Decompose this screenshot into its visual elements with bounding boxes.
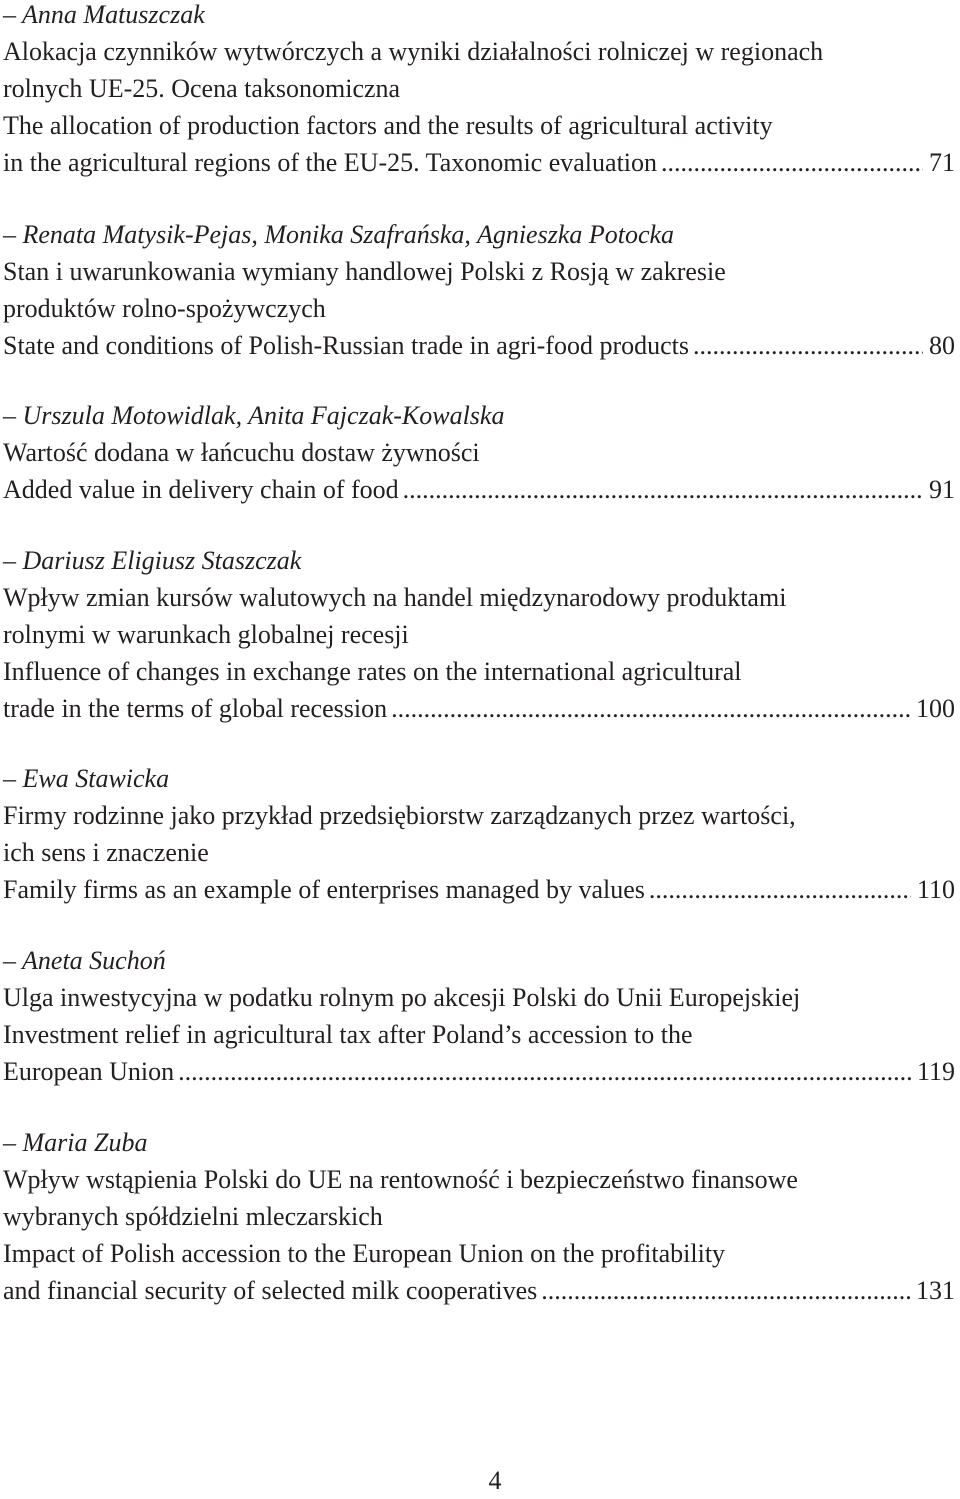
entry-title-line: Stan i uwarunkowania wymiany handlowej Polski z Rosją w zakresie xyxy=(3,257,726,286)
entry-title-line: Wartość dodana w łańcuchu dostaw żywności xyxy=(3,438,480,467)
dot-leader xyxy=(649,871,911,908)
toc-entry xyxy=(3,760,955,908)
entry-page-number: 80 xyxy=(929,331,955,360)
entry-title-line: Wpływ zmian kursów walutowych na handel międzynarodowy produktami xyxy=(3,583,787,612)
entry-author: – Ewa Stawicka xyxy=(3,764,170,793)
entry-title-last-line xyxy=(3,690,955,727)
entry-page-number: 91 xyxy=(929,475,955,504)
entry-page-number: 100 xyxy=(916,694,955,723)
entry-title-line: wybranych spółdzielni mleczarskich xyxy=(3,1202,383,1231)
entry-author: – Renata Matysik-Pejas, Monika Szafrańska, Agnieszka Potocka xyxy=(3,220,675,249)
entry-title-last-line xyxy=(3,871,955,908)
entry-title-text: European Union xyxy=(3,1057,175,1086)
toc-entry xyxy=(3,0,955,181)
dot-leader xyxy=(693,327,923,364)
entry-page-number: 110 xyxy=(916,875,955,904)
entry-title-text: trade in the terms of global recession xyxy=(3,694,388,723)
entry-title-last-line xyxy=(3,327,955,364)
entry-title-line: ich sens i znaczenie xyxy=(3,838,209,867)
entry-title-line: Impact of Polish accession to the European Union on the profitability xyxy=(3,1239,726,1268)
page-footer-number: 4 xyxy=(488,1466,502,1495)
entry-title-line: produktów rolno-spożywczych xyxy=(3,294,326,323)
entry-author: – Dariusz Eligiusz Staszczak xyxy=(3,546,302,575)
entry-page-number: 131 xyxy=(916,1276,955,1305)
dot-leader xyxy=(403,471,923,508)
dot-leader xyxy=(661,144,923,181)
entry-title-last-line xyxy=(3,144,955,181)
entry-title-line: Alokacja czynników wytwórczych a wyniki działalności rolniczej w regionach xyxy=(3,37,824,66)
entry-title-last-line xyxy=(3,1272,955,1309)
entry-title-last-line xyxy=(3,471,955,508)
entry-title-text: State and conditions of Polish-Russian trade in agri-food products xyxy=(3,331,690,360)
entry-page-number: 71 xyxy=(929,148,955,177)
dot-leader xyxy=(541,1272,910,1309)
entry-title-line: Firmy rodzinne jako przykład przedsiębiorstw zarządzanych przez wartości, xyxy=(3,801,796,830)
entry-author: – Urszula Motowidlak, Anita Fajczak-Kowalska xyxy=(3,401,505,430)
entry-title-text: and financial security of selected milk cooperatives xyxy=(3,1276,538,1305)
entry-title-line: rolnych UE-25. Ocena taksonomiczna xyxy=(3,74,401,103)
entry-title-text: Family firms as an example of enterprises managed by values xyxy=(3,875,645,904)
entry-title-last-line xyxy=(3,1053,955,1090)
toc-entry xyxy=(3,216,955,364)
entry-title-line: The allocation of production factors and the results of agricultural activity xyxy=(3,111,773,140)
dot-leader xyxy=(391,690,910,727)
toc-entry xyxy=(3,1124,955,1309)
entry-title-text: Added value in delivery chain of food xyxy=(3,475,399,504)
entry-author: – Anna Matuszczak xyxy=(3,0,205,29)
entry-page-number: 119 xyxy=(916,1057,955,1086)
entry-title-line: Investment relief in agricultural tax after Poland’s accession to the xyxy=(3,1020,693,1049)
entry-title-text: in the agricultural regions of the EU-25. Taxonomic evaluation xyxy=(3,148,658,177)
entry-title-line: Wpływ wstąpienia Polski do UE na rentowność i bezpieczeństwo finansowe xyxy=(3,1165,798,1194)
toc-entry xyxy=(3,542,955,727)
toc-entry xyxy=(3,397,955,508)
entry-title-line: rolnymi w warunkach globalnej recesji xyxy=(3,620,409,649)
dot-leader xyxy=(178,1053,911,1090)
toc-entry xyxy=(3,942,955,1090)
entry-title-line: Ulga inwestycyjna w podatku rolnym po akcesji Polski do Unii Europejskiej xyxy=(3,983,801,1012)
entry-author: – Maria Zuba xyxy=(3,1128,148,1157)
entry-title-line: Influence of changes in exchange rates on the international agricultural xyxy=(3,657,742,686)
entry-author: – Aneta Suchoń xyxy=(3,946,166,975)
